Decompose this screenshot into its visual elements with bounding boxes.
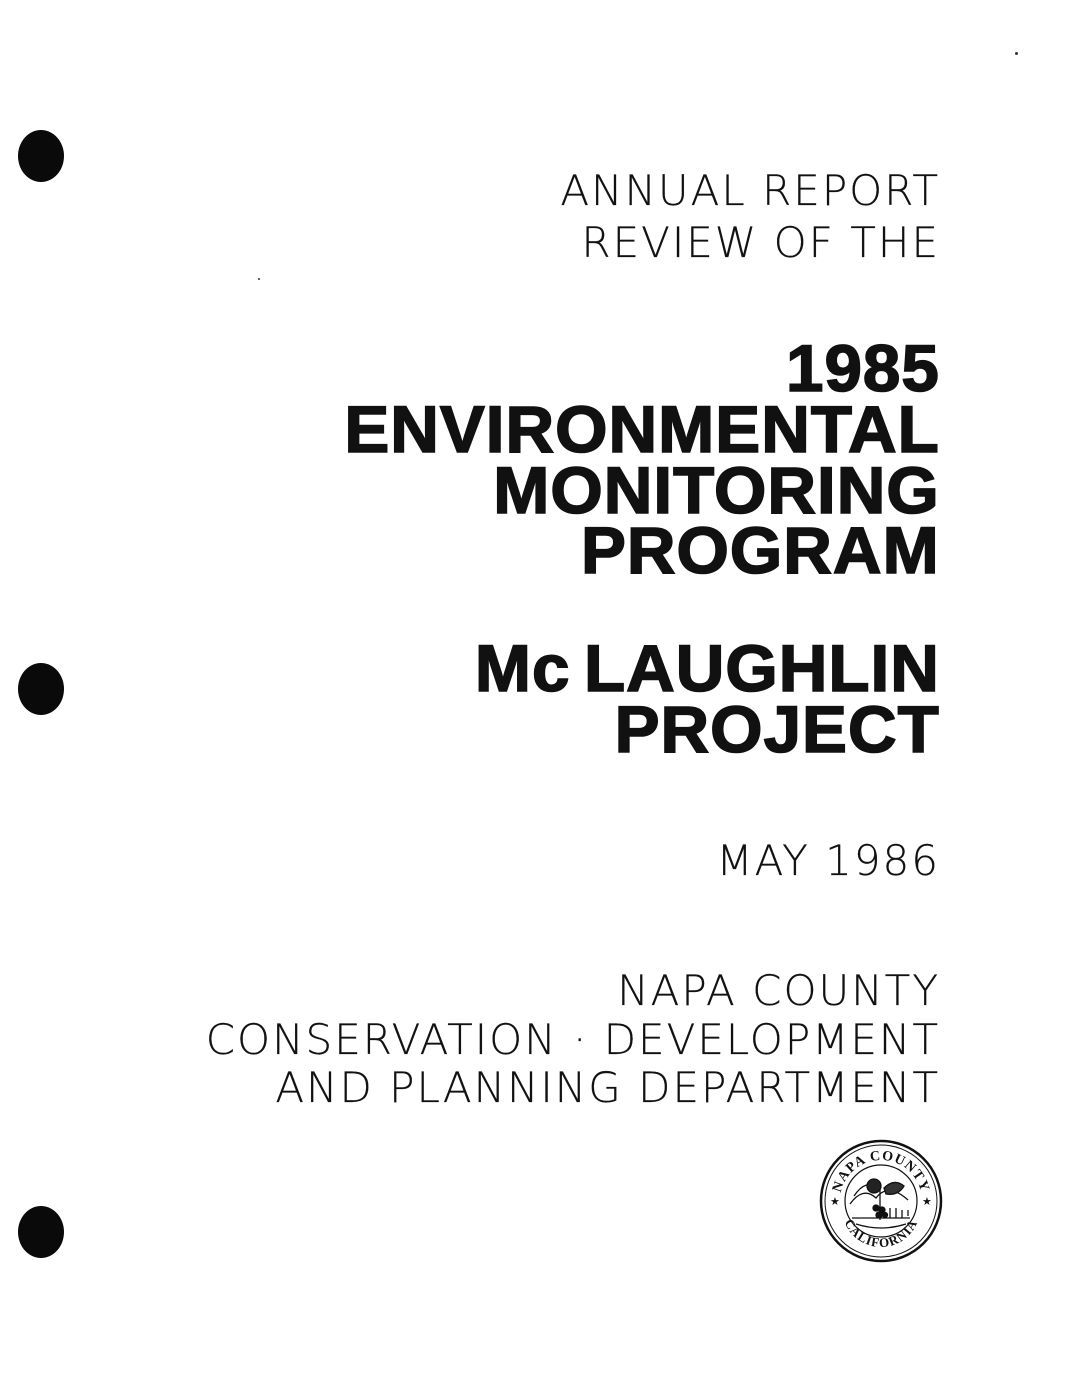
- svg-text:★: ★: [830, 1195, 840, 1208]
- header-line-review-of-the: REVIEW OF THE: [581, 218, 940, 267]
- project-name-spacer: [571, 652, 584, 701]
- title-monitoring: MONITORING: [493, 453, 940, 527]
- title-program: PROGRAM: [581, 513, 940, 587]
- report-date: MAY 1986: [716, 836, 940, 885]
- header-line-annual-report: ANNUAL REPORT: [560, 166, 940, 215]
- project-label: PROJECT: [614, 692, 940, 766]
- project-name-main: LAUGHLIN: [584, 631, 940, 705]
- scan-speck: [258, 278, 260, 280]
- svg-text:★: ★: [922, 1195, 932, 1208]
- punch-hole-top: [18, 130, 64, 182]
- title-year: 1985: [786, 331, 940, 405]
- punch-hole-middle: [18, 663, 64, 715]
- agency-line-conservation-development: CONSERVATION · DEVELOPMENT: [205, 1015, 940, 1064]
- seal-top-text: NAPA COUNTY: [830, 1148, 932, 1195]
- title-environmental: ENVIRONMENTAL: [344, 392, 940, 466]
- agency-line-planning-department: AND PLANNING DEPARTMENT: [275, 1063, 940, 1112]
- county-seal-icon: [818, 1138, 944, 1264]
- seal-bottom-text: CALIFORNIA: [841, 1216, 921, 1251]
- svg-text:CALIFORNIA: [842, 1216, 921, 1250]
- punch-hole-bottom: [18, 1206, 64, 1258]
- project-name-prefix: Mc: [474, 631, 571, 705]
- scan-speck: [1015, 52, 1018, 55]
- agency-line-napa-county: NAPA COUNTY: [617, 966, 940, 1015]
